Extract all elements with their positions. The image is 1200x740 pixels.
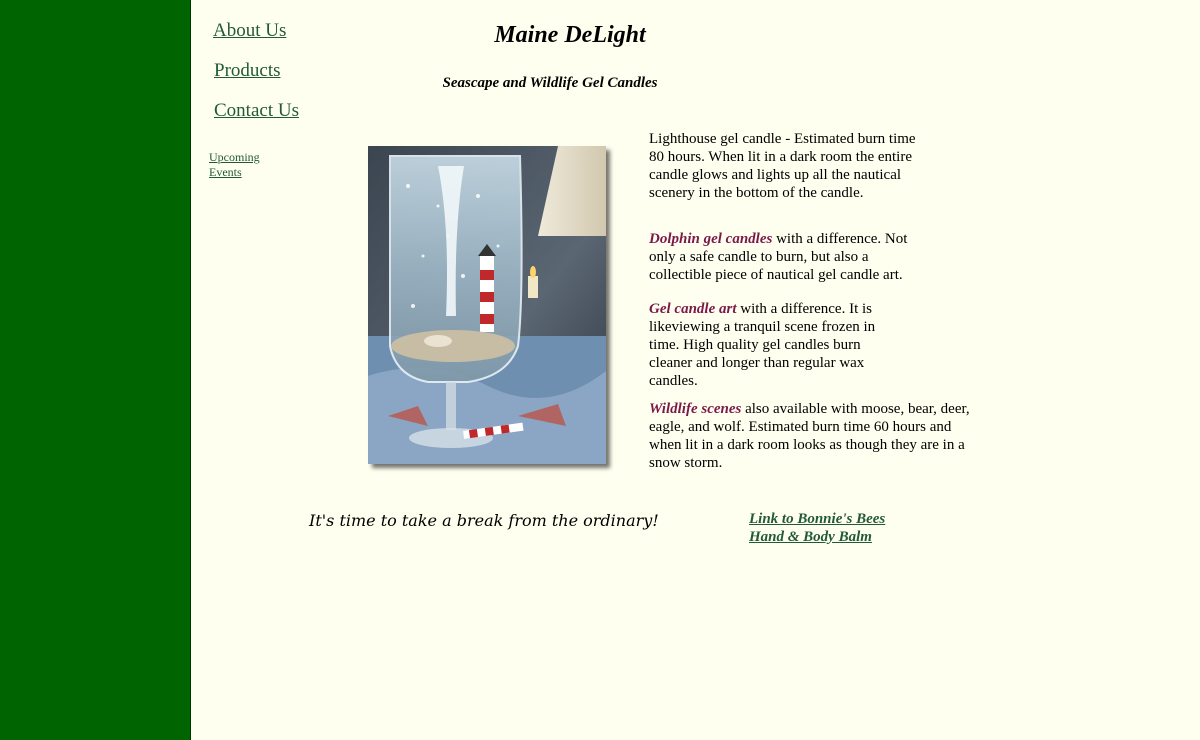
page-subtitle: Seascape and Wildlife Gel Candles (442, 75, 658, 91)
events-link-line1: Upcoming (209, 150, 260, 164)
nav-products-link[interactable]: Products (214, 60, 281, 81)
site-title: Maine DeLight (494, 22, 646, 48)
gel-candle-art-heading: Gel candle art (649, 301, 737, 317)
dolphin-candles-heading: Dolphin gel candles (649, 231, 773, 247)
dolphin-candle-description (649, 230, 934, 284)
lighthouse-gel-candle-photo (368, 146, 606, 464)
nav-upcoming-events-link[interactable] (209, 150, 260, 180)
tagline: It's time to take a break from the ordinary! (309, 511, 659, 530)
nav-contact-us-link[interactable]: Contact Us (214, 100, 299, 121)
wildlife-scenes-description (649, 400, 979, 472)
dolphin-candles-text: with a difference. Not only a safe candle to burn, but also a collectible piece of nautical gel candle art. (649, 231, 908, 283)
events-link-line2: Events (209, 165, 242, 179)
bees-link-line2: Hand & Body Balm (749, 529, 872, 545)
nav-about-us-link[interactable]: About Us (213, 20, 287, 41)
bonnies-bees-link[interactable] (749, 510, 885, 546)
gel-candle-art-description (649, 300, 904, 390)
wildlife-scenes-text: also available with moose, bear, deer, eagle, and wolf. Estimated burn time 60 hours and when lit in a dark room looks as though they are in a snow storm. (649, 401, 970, 471)
lighthouse-candle-description: Lighthouse gel candle - Estimated burn time 80 hours. When lit in a dark room the entire candle glows and lights up all the nautical scenery in the bottom of the candle. (649, 131, 916, 201)
wildlife-scenes-heading: Wildlife scenes (649, 401, 742, 417)
gel-candle-art-text: with a difference. It is likeviewing a tranquil scene frozen in time. High quality gel candles burn cleaner and longer than regular wax candles. (649, 301, 876, 389)
green-sidebar (0, 0, 191, 740)
bees-link-line1: Link to Bonnie's Bees (749, 511, 886, 527)
